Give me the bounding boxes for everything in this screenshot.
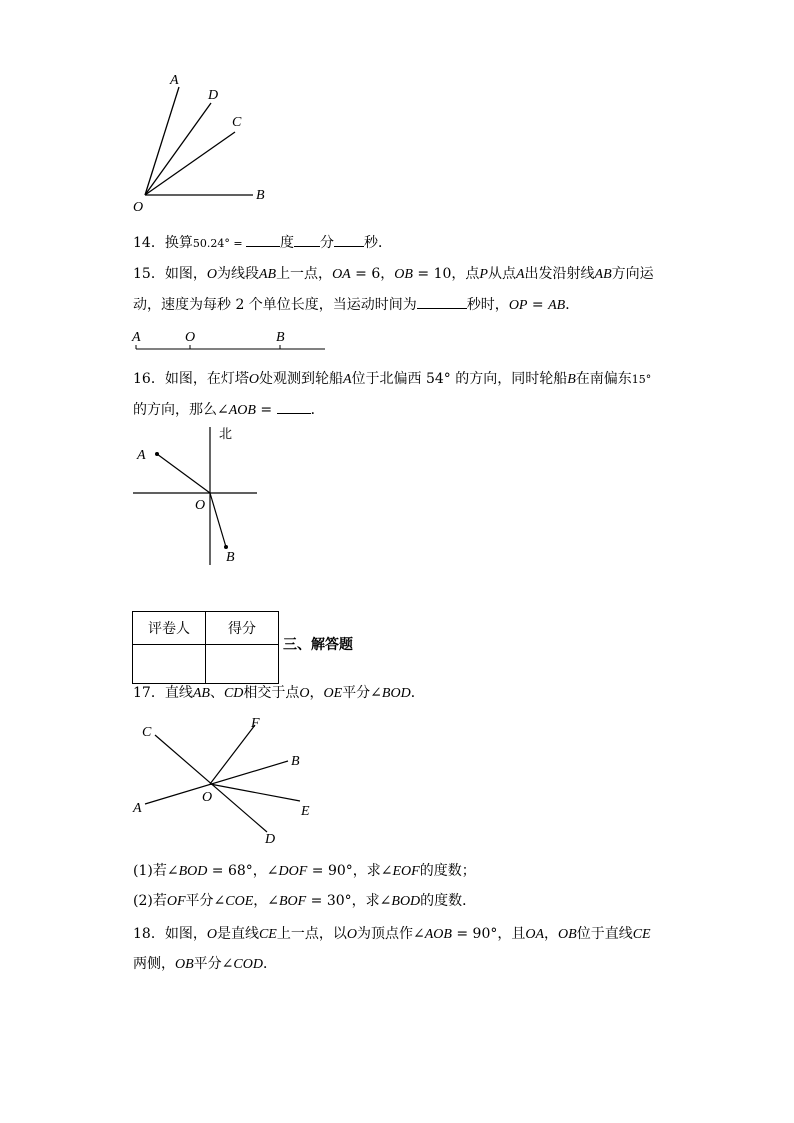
q14-prefix: 14．换算 [133,235,193,251]
text: 两侧， [133,956,175,972]
question-18-line1 [133,924,651,945]
seg-label-b: B [276,330,285,345]
label-a: A [170,73,179,88]
q14-value: 50.24° [192,237,230,250]
text: 从点 [487,266,516,282]
text: 秒时， [466,297,509,313]
var-oa: OA [525,927,545,942]
var-ab: AB [594,267,612,282]
question-15-line2 [133,294,579,316]
text: = 30°，求∠ [306,893,392,909]
text: = 90°，且 [451,926,526,942]
question-17-line1 [133,683,425,704]
text: 17．直线 [133,685,193,701]
question-17-part2 [133,891,476,912]
seg-label-o: O [185,330,196,345]
compass-label-north: 北 [219,427,233,442]
score-cell-score[interactable] [206,645,279,684]
text: 平分∠ [185,893,226,909]
text: 平分∠ [342,685,382,701]
var-o: O [206,267,217,282]
lines-label-b: B [291,754,300,769]
seg-label-a: A [132,330,141,345]
var: EOF [392,864,420,879]
figure-segment-aob [130,326,330,356]
figure-intersecting-lines [125,712,325,852]
answer-blank-minute[interactable] [294,232,320,247]
text: ． [262,956,277,972]
var-ob: OB [175,957,194,972]
section-title: 三、解答题 [283,637,353,653]
figure-rays-aodcb [125,65,285,220]
figure-lighthouse-compass [125,425,265,570]
q14-min: 分 [320,235,335,251]
var-oe: OE [323,686,343,701]
question-17-part1 [133,861,476,882]
var: BOD [391,894,421,909]
text: (1)若∠ [133,863,179,879]
text: 平分∠ [193,956,234,972]
var-a: A [342,372,352,387]
answer-blank-second[interactable] [334,232,364,247]
text: 动，速度为每秒 2 个单位长度，当运动时间为 [133,297,417,313]
var-oa: OA [332,267,351,282]
var-b: B [567,372,576,387]
var: COE [225,894,254,909]
var-o: O [206,927,217,942]
text: ，点 [451,266,480,282]
var-ce: CE [258,927,277,942]
var-o: O [248,372,259,387]
lines-label-e: E [301,804,310,819]
var-cd: CD [223,686,244,701]
var-ab: AB [258,267,277,282]
var-p: P [479,267,488,282]
label-o: O [133,200,144,215]
text: 出发沿射线 [524,266,595,282]
compass-label-b: B [226,550,235,565]
text: 是直线 [216,926,259,942]
lines-label-d: D [265,832,276,847]
text: = 68°，∠ [207,863,279,879]
answer-blank-angle[interactable] [277,399,311,414]
var-ob: OB [394,267,413,282]
compass-label-o: O [195,498,206,513]
text: = 10 [412,266,452,282]
text: ． [310,402,325,418]
label-c: C [232,115,242,130]
text: 方向运 [611,266,654,282]
var-ab: AB [192,686,210,701]
question-15-line1 [133,264,654,285]
text: 位于北偏西 54° 的方向，同时轮船 [351,371,568,387]
score-cell-reviewer[interactable] [133,645,206,684]
text: 为顶点作∠ [356,926,425,942]
var-bod: BOD [381,686,411,701]
text: 上一点，以 [276,926,347,942]
var: OF [166,894,186,909]
text: 相交于点 [243,685,300,701]
var-ce: CE [632,927,651,942]
q14-sec: 秒． [364,235,393,251]
text: 处观测到轮船 [258,371,343,387]
question-16-line2 [133,399,325,421]
var-ab: AB [548,298,566,313]
var-op: OP [508,298,528,313]
label-b: B [256,188,265,203]
text: 为线段 [216,266,259,282]
var-cod: COD [233,957,263,972]
text: ． [410,685,425,701]
text: ， [380,266,395,282]
answer-blank-degree[interactable] [246,232,280,247]
compass-label-a: A [137,448,146,463]
lines-label-a: A [133,801,142,816]
text: = [527,297,549,313]
text: 的度数； [419,863,476,879]
text: 、 [209,685,224,701]
lines-label-c: C [142,725,152,740]
text: = [255,402,277,418]
lines-label-f: F [251,716,260,731]
var: BOD [178,864,208,879]
text: 15° [631,373,652,386]
text: ， [544,926,559,942]
text: 上一点， [276,266,333,282]
text: 16．如图，在灯塔 [133,371,249,387]
text: (2)若 [133,893,167,909]
label-d: D [208,88,219,103]
lines-label-o: O [202,790,213,805]
q14-eq: = [229,237,247,250]
text: ． [565,297,580,313]
text: 的方向，那么∠ [133,402,229,418]
var: BOF [278,894,307,909]
text: ，∠ [253,893,279,909]
score-header-reviewer: 评卷人 [133,612,206,645]
text: = 6 [350,266,381,282]
text: 在南偏东 [575,371,632,387]
text: 的度数． [420,893,477,909]
question-18-line2 [133,954,277,975]
q14-deg: 度 [280,235,295,251]
score-header-score: 得分 [206,612,279,645]
var-o: O [346,927,357,942]
text: 位于直线 [576,926,633,942]
question-16-line1 [133,369,651,390]
text: 18．如图， [133,926,207,942]
answer-blank-time[interactable] [417,294,467,309]
var-a: A [515,267,525,282]
var-aob: AOB [424,927,452,942]
text: = 90°，求∠ [307,863,393,879]
var-aob: AOB [228,403,256,418]
var-o: O [299,686,310,701]
question-14 [133,232,392,254]
text: 15．如图， [133,266,207,282]
var: DOF [278,864,308,879]
score-table [132,611,279,684]
var-ob: OB [558,927,577,942]
text: ， [309,685,324,701]
